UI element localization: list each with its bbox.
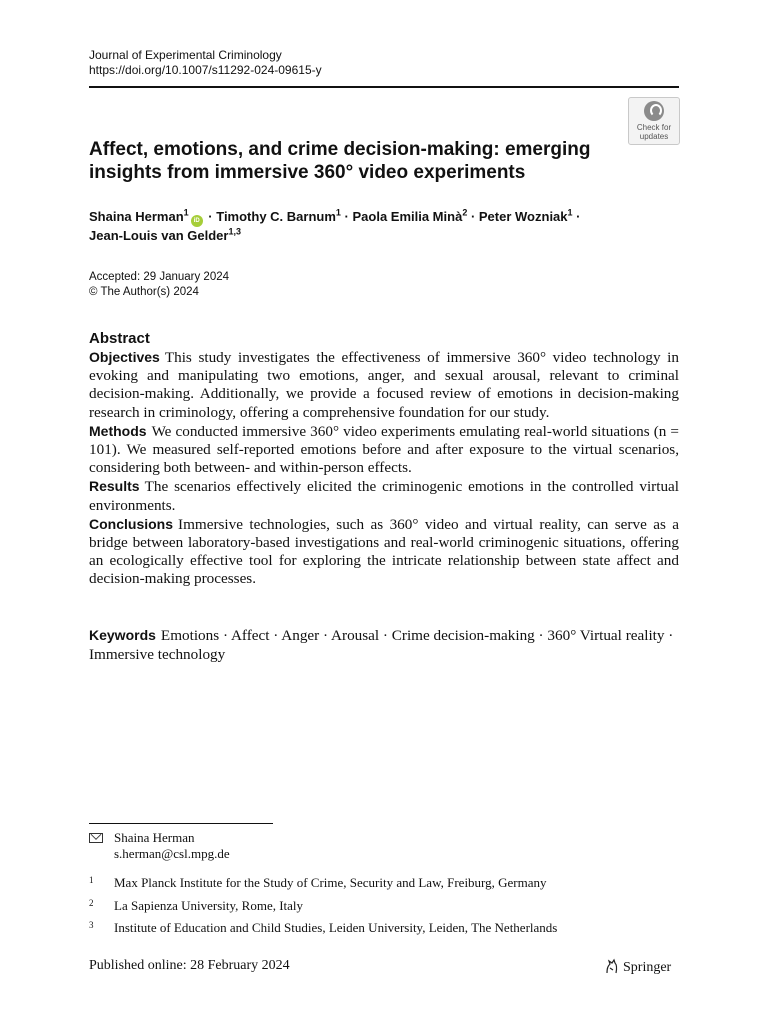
section-text: Immersive technologies, such as 360° video and virtual reality, can serve as a bridge between laboratory-based investigations and real-world criminogenic situations, offering an ecologically effective tool for exploring the intricate relationship between state affect and decision-making processes. (89, 515, 679, 588)
section-label: Results (89, 478, 140, 495)
author-name[interactable]: Timothy C. Barnum (216, 209, 336, 224)
copyright-line: © The Author(s) 2024 (89, 286, 199, 298)
keywords-label: Keywords (89, 627, 156, 643)
badge-line-2: updates (639, 132, 669, 141)
abstract-section-results (89, 477, 679, 514)
header-rule (89, 86, 679, 88)
contact-email[interactable]: s.herman@csl.mpg.de (114, 846, 230, 861)
publisher-name: Springer (623, 960, 672, 975)
doi-link[interactable]: https://doi.org/10.1007/s11292-024-09615-y (89, 63, 322, 77)
affiliation-text: La Sapienza University, Rome, Italy (114, 898, 304, 913)
affiliation-number: 3 (89, 920, 94, 930)
keywords-text: Emotions · Affect · Anger · Arousal · Crime decision-making · 360° Virtual reality · Immersive technology (89, 627, 674, 663)
envelope-icon (89, 833, 103, 843)
author-name[interactable]: Paola Emilia Minà (352, 209, 463, 224)
section-label: Objectives (89, 349, 160, 365)
check-for-updates-badge[interactable] (628, 97, 680, 145)
abstract-section-conclusions (89, 515, 679, 589)
check-updates-icon (644, 101, 664, 121)
author-affiliation: 1 (567, 207, 573, 218)
author-affiliation: 1,3 (228, 226, 241, 237)
springer-horse-icon (604, 958, 619, 974)
section-text: We conducted immersive 360° video experiments emulating real-world situations (n = 101). We measured self-reported emotions before and after exposure to the virtual scenarios, considering both between- and within-person effects. (89, 422, 679, 477)
author-affiliation: 2 (462, 207, 468, 218)
section-text: The scenarios effectively elicited the criminogenic emotions in the controlled virtual environments. (89, 478, 679, 514)
abstract-section-methods (89, 422, 679, 478)
affiliation-text: Max Planck Institute for the Study of Crime, Security and Law, Freiburg, Germany (114, 875, 547, 890)
corresponding-author (89, 830, 230, 862)
author-name[interactable]: Shaina Herman (89, 209, 184, 224)
published-online: Published online: 28 February 2024 (89, 958, 290, 973)
keywords (89, 626, 679, 664)
section-label: Methods (89, 422, 147, 439)
abstract-heading: Abstract (89, 330, 150, 347)
footnote-rule (89, 823, 273, 824)
affiliation-text: Institute of Education and Child Studies, Leiden University, Leiden, The Netherlands (114, 920, 558, 935)
affiliation-number: 1 (89, 875, 94, 885)
publisher-logo (604, 958, 671, 976)
affiliation-2 (89, 898, 303, 914)
affiliation-1 (89, 875, 547, 891)
affiliation-3 (89, 920, 557, 936)
abstract-section-objectives (89, 348, 679, 422)
author-name[interactable]: Peter Wozniak (478, 209, 568, 224)
affiliation-number: 2 (89, 898, 94, 908)
section-label: Conclusions (89, 515, 174, 532)
accepted-date: Accepted: 29 January 2024 (89, 271, 230, 283)
author-list: Shaina Herman$^1$iD · Timothy C. Barnum$^1$ · Paola Emilia Minà$^2$ · Peter Wozniak$^1$ · Jean-Louis van Gelder$^{1,3}$ (89, 207, 581, 243)
contact-name: Shaina Herman (114, 830, 195, 845)
orcid-icon[interactable]: iD (191, 215, 203, 227)
badge-line-1: Check for (636, 123, 672, 132)
journal-name: Journal of Experimental Criminology (89, 48, 282, 62)
section-text: This study investigates the effectiveness of immersive 360° video technology in evoking and manipulating two emotions, anger, and sexual arousal, relevant to criminal decision-making. Additionally, we provide a focused review of emotions in decision-making research in criminology, offering a comprehensive foundation for our study. (89, 349, 679, 421)
article-title: Affect, emotions, and crime decision-making: emerging insights from immersive 360° video experiments (89, 139, 591, 183)
author-name[interactable]: Jean-Louis van Gelder (89, 228, 229, 243)
author-affiliation: 1 (335, 207, 341, 218)
article-dates (89, 270, 229, 300)
author-affiliation: 1 (183, 207, 189, 218)
journal-header (89, 48, 322, 78)
abstract-body (89, 348, 679, 589)
